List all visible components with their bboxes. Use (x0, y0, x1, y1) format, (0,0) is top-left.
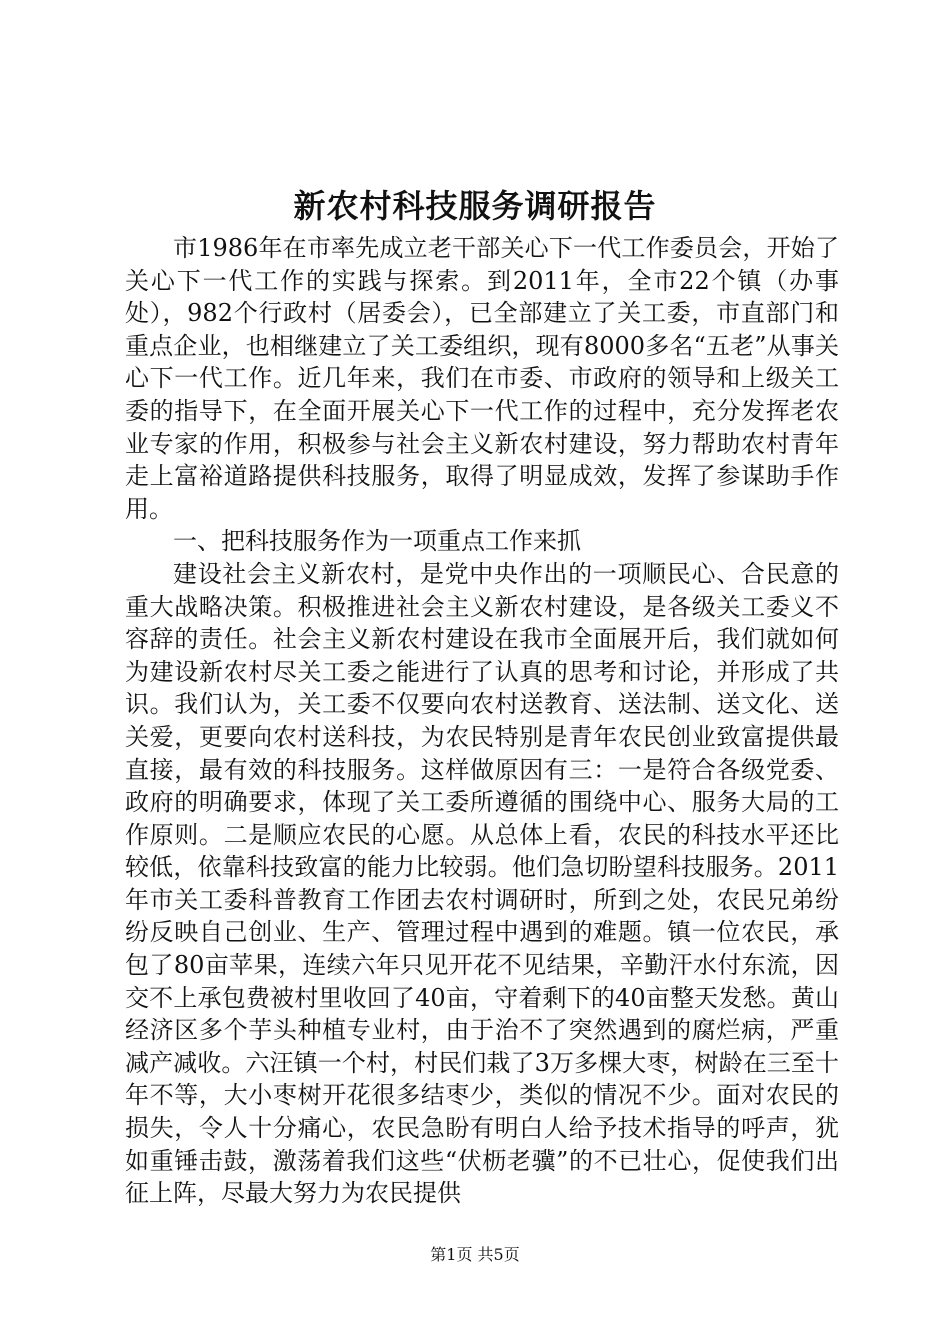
paragraph-intro: 市1986年在市率先成立老干部关心下一代工作委员会，开始了关心下一代工作的实践与探索。到2011年，全市22个镇（办事处），982个行政村（居委会），已全部建立了关工委，市直部门和重点企业，也相继建立了关工委组织，现有8000多名“五老”从事关心下一代工作。近几年来，我们在市委、市政府的领导和上级关工委的指导下，在全面开展关心下一代工作的过程中，充分发挥老农业专家的作用，积极参与社会主义新农村建设，努力帮助农村青年走上富裕道路提供科技服务，取得了明显成效，发挥了参谋助手作用。 (125, 234, 839, 523)
document-body (125, 232, 839, 1210)
section-heading-1: 一、把科技服务作为一项重点工作来抓 (173, 527, 581, 556)
paragraph-section-1: 建设社会主义新农村，是党中央作出的一项顺民心、合民意的重大战略决策。积极推进社会主义新农村建设，是各级关工委义不容辞的责任。社会主义新农村建设在我市全面展开后，我们就如何为建设新农村尽关工委之能进行了认真的思考和讨论，并形成了共识。我们认为，关工委不仅要向农村送教育、送法制、送文化、送关爱，更要向农村送科技，为农民特别是青年农民创业致富提供最直接，最有效的科技服务。这样做原因有三：一是符合各级党委、政府的明确要求，体现了关工委所遵循的围绕中心、服务大局的工作原则。二是顺应农民的心愿。从总体上看，农民的科技水平还比较低，依靠科技致富的能力比较弱。他们急切盼望科技服务。2011年市关工委科普教育工作团去农村调研时，所到之处，农民兄弟纷纷反映自己创业、生产、管理过程中遇到的难题。镇一位农民，承包了80亩苹果，连续六年只见开花不见结果，辛勤汗水付东流，因交不上承包费被村里收回了40亩，守着剩下的40亩整天发愁。黄山经济区多个芋头种植专业村，由于治不了突然遇到的腐烂病，严重减产减收。六汪镇一个村，村民们栽了3万多棵大枣，树龄在三至十年不等，大小枣树开花很多结枣少，类似的情况不少。面对农民的损失，令人十分痛心，农民急盼有明白人给予技术指导的呼声，犹如重锤击鼓，激荡着我们这些“伏枥老骥”的不已壮心，促使我们出征上阵，尽最大努力为农民提供 (125, 559, 839, 1208)
page-title: 新农村科技服务调研报告 (293, 187, 657, 225)
page-footer: 第1页 共5页 (430, 1245, 520, 1264)
